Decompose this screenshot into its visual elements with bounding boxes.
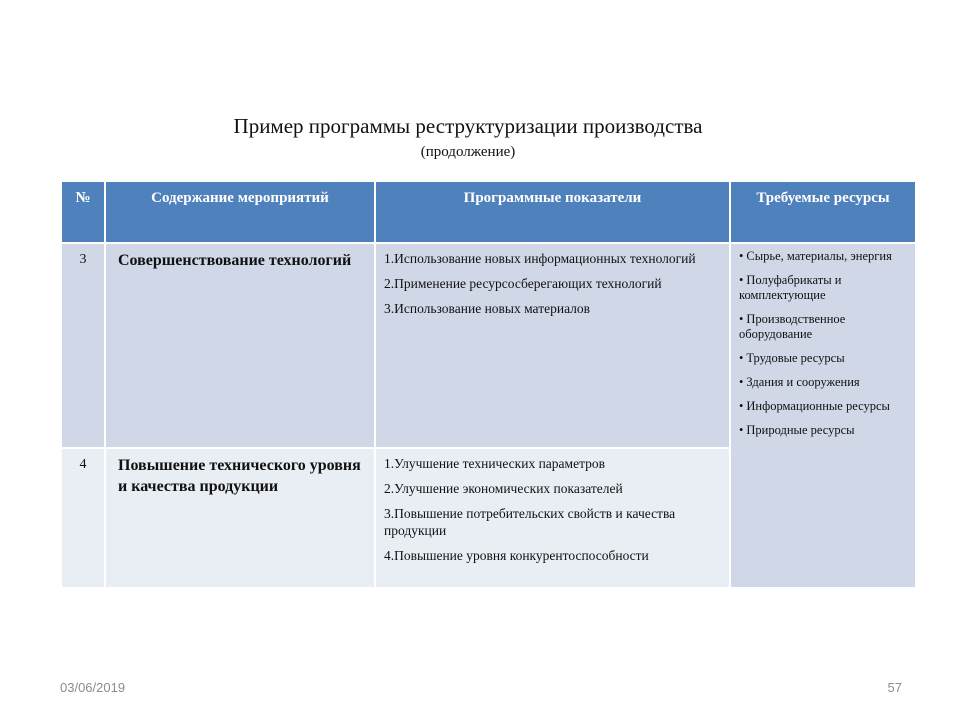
row-number: 4	[61, 448, 105, 588]
resources-cell	[730, 243, 916, 588]
header-resources: Требуемые ресурсы	[730, 181, 916, 243]
bullet-icon: •	[739, 399, 744, 413]
bullet-icon: •	[739, 312, 744, 326]
indicator-item: 1.Использование новых информационных технологий	[384, 251, 696, 266]
slide-subtitle: (продолжение)	[420, 144, 516, 160]
indicator-item: 1.Улучшение технических параметров	[384, 456, 606, 471]
bullet-icon: •	[739, 249, 744, 263]
row-number: 3	[61, 243, 105, 448]
footer-date: 03/06/2019	[60, 680, 126, 695]
page-number: 57	[887, 680, 902, 695]
resource-item: • Информационные ресурсы	[739, 399, 890, 413]
indicator-item: 2.Применение ресурсосберегающих технологий	[384, 276, 662, 291]
indicator-item: 3.Использование новых материалов	[384, 301, 591, 316]
indicators-cell	[375, 448, 730, 588]
header-content: Содержание мероприятий	[105, 181, 375, 243]
bullet-icon: •	[739, 375, 744, 389]
table-header-row	[61, 181, 916, 243]
slide-title: Пример программы реструктуризации производства	[233, 114, 703, 138]
bullet-icon: •	[739, 423, 744, 437]
indicator-item: 4.Повышение уровня конкурентоспособности	[384, 548, 649, 563]
header-num: №	[61, 181, 105, 243]
bullet-icon: •	[739, 273, 744, 287]
program-table	[60, 180, 917, 589]
activity-cell: Совершенствование технологий	[105, 243, 375, 448]
activity-cell: Повышение технического уровня и качества продукции	[105, 448, 375, 588]
resource-item: • Сырье, материалы, энергия	[739, 249, 892, 263]
table-row	[61, 243, 916, 448]
header-indicators: Программные показатели	[375, 181, 730, 243]
resource-item: • Здания и сооружения	[739, 375, 860, 389]
indicator-item: 3.Повышение потребительских свойств и качества продукции	[384, 506, 676, 538]
indicator-item: 2.Улучшение экономических показателей	[384, 481, 623, 496]
resource-item: • Трудовые ресурсы	[739, 351, 845, 365]
resource-item: • Природные ресурсы	[739, 423, 855, 437]
indicators-cell	[375, 243, 730, 448]
bullet-icon: •	[739, 351, 744, 365]
resource-item: • Производственное оборудование	[739, 312, 846, 341]
resource-item: • Полуфабрикаты и комплектующие	[739, 273, 842, 302]
